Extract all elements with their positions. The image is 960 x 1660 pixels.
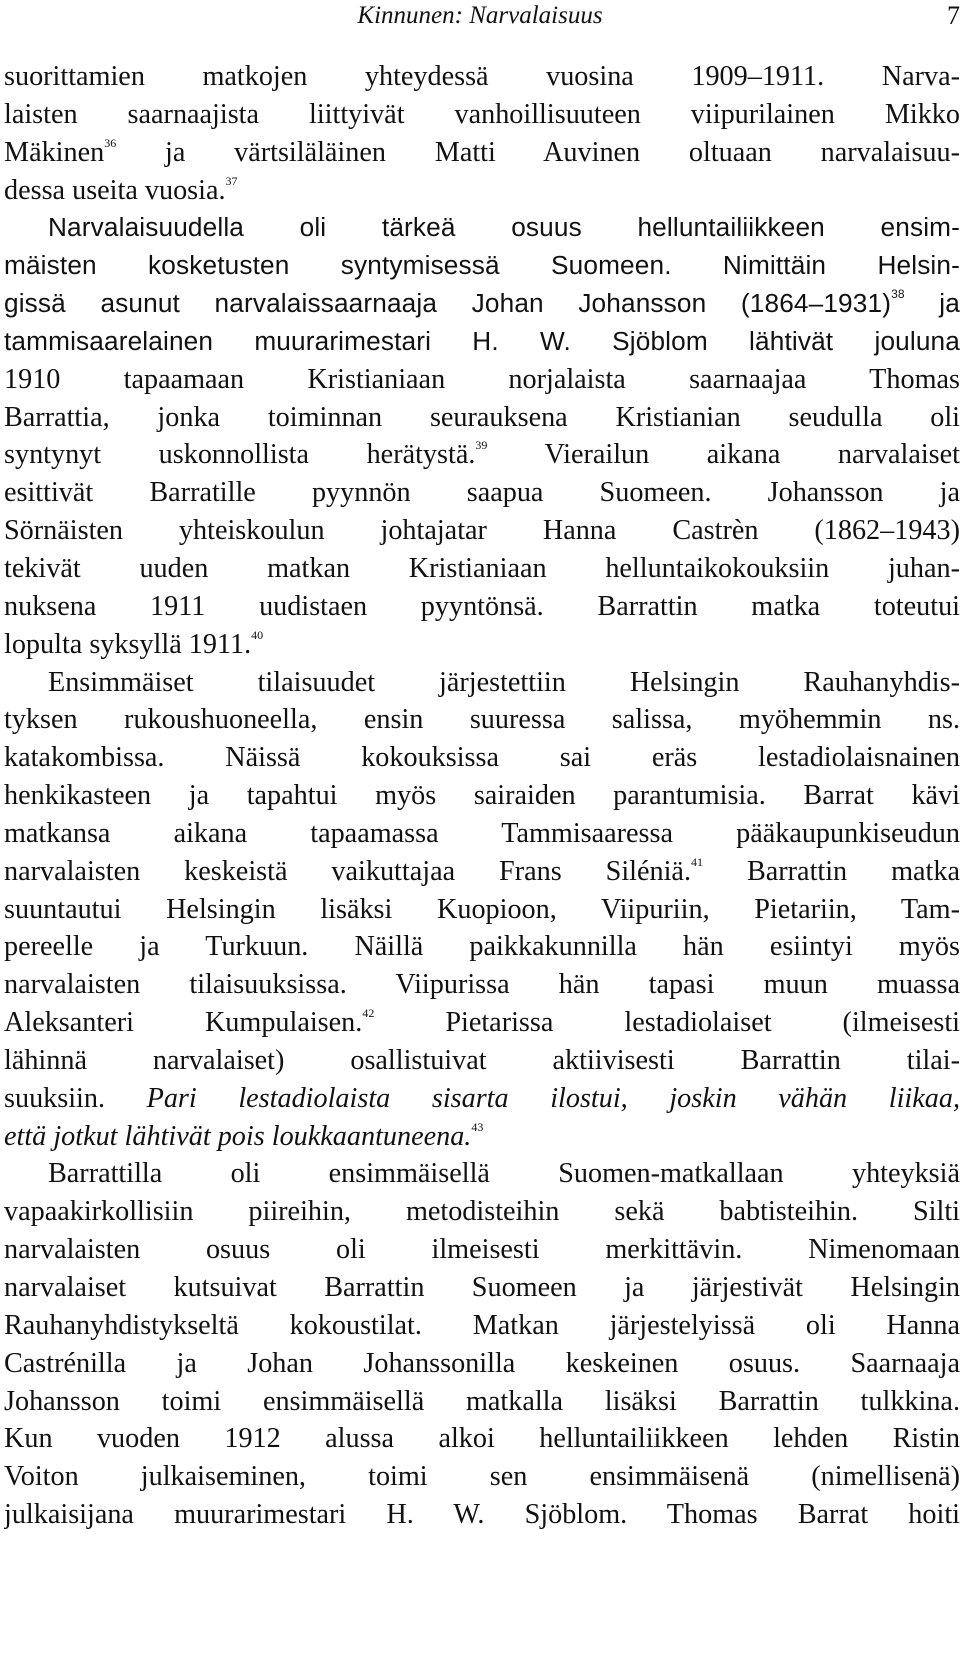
- text-run: Ensimmäiset tilaisuudet järjestettiin Helsingin Rauhanyhdis-: [48, 666, 960, 698]
- italic-text: että jotkut lähtivät pois loukkaantuneena.: [4, 1120, 472, 1152]
- footnote-ref: 38: [891, 287, 905, 302]
- text-line: [4, 323, 960, 361]
- text-line: [4, 1118, 960, 1156]
- text-run: 1910 tapaamaan Kristianiaan norjalaista saarnaajaa Thomas: [4, 363, 960, 395]
- text-run: narvalaisten osuus oli ilmeisesti merkittävin. Nimenomaan: [4, 1234, 960, 1266]
- text-line: [4, 701, 960, 739]
- text-run: Kun vuoden 1912 alussa alkoi helluntailiikkeen lehden Ristin: [4, 1423, 960, 1455]
- text-run: narvalaiset kutsuivat Barrattin Suomeen ja järjestivät Helsingin: [4, 1272, 960, 1303]
- body-text: [4, 58, 960, 1534]
- text-line: [4, 1004, 960, 1042]
- text-run: Vierailun aikana narvalaiset: [487, 439, 960, 471]
- text-run: suuntautui Helsingin lisäksi Kuopioon, Viipuriin, Pietariin, Tam-: [4, 893, 960, 925]
- text-run: suuksiin.: [4, 1082, 147, 1114]
- text-line: [4, 664, 960, 702]
- text-run: tammisaarelainen muurarimestari H. W. Sjöblom lähtivät jouluna: [4, 325, 960, 356]
- text-line: [4, 966, 960, 1004]
- text-run: lähinnä narvalaiset) osallistuivat aktiivisesti Barrattin tilai-: [4, 1044, 960, 1076]
- text-line: [4, 550, 960, 588]
- text-run: Barrattia, jonka toiminnan seurauksena Kristianian seudulla oli: [4, 401, 960, 433]
- text-run: dessa useita vuosia.: [4, 174, 226, 206]
- text-run: nuksena 1911 uudistaen pyyntönsä. Barrattin matka toteutui: [4, 590, 960, 622]
- text-run: tyksen rukoushuoneella, ensin suuressa salissa, myöhemmin ns.: [4, 704, 960, 736]
- text-line: [4, 1042, 960, 1080]
- text-line: [4, 1345, 960, 1383]
- text-line: [4, 512, 960, 550]
- text-run: Mäkinen: [4, 136, 105, 168]
- text-run: Johansson toimi ensimmäisellä matkalla lisäksi Barrattin tulkkina.: [4, 1385, 960, 1417]
- text-run: Barrattin matka: [703, 855, 960, 887]
- text-line: [4, 1458, 960, 1496]
- text-line: [4, 58, 960, 96]
- text-run: laisten saarnaajista liittyivät vanhoillisuuteen viipurilainen Mikko: [4, 98, 960, 130]
- text-line: [4, 1155, 960, 1193]
- text-run: Barrattilla oli ensimmäisellä Suomen-matkallaan yhteyksiä: [48, 1158, 960, 1190]
- text-line: [4, 891, 960, 929]
- footnote-ref: 41: [691, 854, 703, 869]
- text-line: [4, 815, 960, 853]
- footnote-ref: 39: [475, 438, 488, 453]
- text-run: vapaakirkollisiin piireihin, metodisteihin sekä babtisteihin. Silti: [4, 1196, 960, 1228]
- text-line: [4, 626, 960, 664]
- text-run: suorittamien matkojen yhteydessä vuosina 1909–1911. Narva-: [4, 61, 960, 92]
- footnote-ref: 40: [251, 627, 264, 642]
- text-run: esittivät Barratille pyynnön saapua Suomeen. Johansson ja: [4, 477, 960, 509]
- text-run: henkikasteen ja tapahtui myös sairaiden parantumisia. Barrat kävi: [4, 780, 960, 812]
- footnote-ref: 36: [104, 135, 117, 150]
- text-run: tekivät uuden matkan Kristianiaan helluntaikokouksiin juhan-: [4, 552, 960, 584]
- text-line: [4, 928, 960, 966]
- text-run: Voiton julkaiseminen, toimi sen ensimmäisenä (nimellisenä): [4, 1461, 960, 1493]
- text-line: [4, 436, 960, 474]
- text-line: [4, 1231, 960, 1269]
- text-line: [4, 1193, 960, 1231]
- text-run: narvalaisten tilaisuuksissa. Viipurissa hän tapasi muun muassa: [4, 969, 960, 1001]
- footnote-ref: 42: [362, 1006, 375, 1021]
- text-run: lopulta syksyllä 1911.: [4, 628, 252, 660]
- text-run: Sörnäisten yhteiskoulun johtajatar Hanna Castrèn (1862–1943): [4, 515, 960, 547]
- text-line: [4, 474, 960, 512]
- text-line: [4, 1080, 960, 1118]
- text-run: Pietarissa lestadiolaiset (ilmeisesti: [374, 1007, 960, 1039]
- text-line: [4, 739, 960, 777]
- text-line: [4, 1307, 960, 1345]
- text-run: Narvalaisuudella oli tärkeä osuus helluntailiikkeen ensim-: [48, 212, 960, 243]
- text-line: [4, 247, 960, 285]
- text-line: [4, 1269, 960, 1307]
- text-run: mäisten kosketusten syntymisessä Suomeen. Nimittäin Helsin-: [4, 250, 960, 281]
- running-header: [0, 2, 960, 32]
- text-line: [4, 1496, 960, 1534]
- text-line: [4, 777, 960, 815]
- text-run: ja: [904, 288, 960, 319]
- text-line: [4, 209, 960, 247]
- italic-text: Pari lestadiolaista sisarta ilostui, joskin vähän liikaa,: [146, 1082, 960, 1114]
- page-number: 7: [947, 1, 960, 30]
- text-run: narvalaisten keskeistä vaikuttajaa Frans Siléniä.: [4, 855, 691, 887]
- text-run: ja värtsiläläinen Matti Auvinen oltuaan narvalaisuu-: [116, 136, 960, 168]
- text-line: [4, 172, 960, 210]
- text-line: [4, 134, 960, 172]
- text-line: [4, 361, 960, 399]
- text-run: Aleksanteri Kumpulaisen.: [4, 1007, 363, 1039]
- text-line: [4, 399, 960, 437]
- footnote-ref: 43: [471, 1119, 484, 1134]
- running-title: Kinnunen: Narvalaisuus: [357, 2, 603, 29]
- text-line: [4, 285, 960, 323]
- text-line: [4, 96, 960, 134]
- text-run: pereelle ja Turkuun. Näillä paikkakunnilla hän esiintyi myös: [4, 931, 960, 963]
- text-line: [4, 853, 960, 891]
- text-run: gissä asunut narvalaissaarnaaja Johan Johansson (1864–1931): [4, 288, 892, 319]
- text-run: syntynyt uskonnollista herätystä.: [4, 439, 476, 471]
- text-line: [4, 1420, 960, 1458]
- text-line: [4, 1383, 960, 1421]
- footnote-ref: 37: [225, 173, 238, 188]
- text-run: Rauhanyhdistykseltä kokoustilat. Matkan järjestelyissä oli Hanna: [4, 1309, 960, 1341]
- text-run: julkaisijana muurarimestari H. W. Sjöblom. Thomas Barrat hoiti: [4, 1499, 960, 1531]
- text-run: Castrénilla ja Johan Johanssonilla keskeinen osuus. Saarnaaja: [4, 1347, 960, 1379]
- text-run: matkansa aikana tapaamassa Tammisaaressa pääkaupunkiseudun: [4, 817, 960, 849]
- text-run: katakombissa. Näissä kokouksissa sai eräs lestadiolaisnainen: [4, 742, 960, 774]
- text-line: [4, 588, 960, 626]
